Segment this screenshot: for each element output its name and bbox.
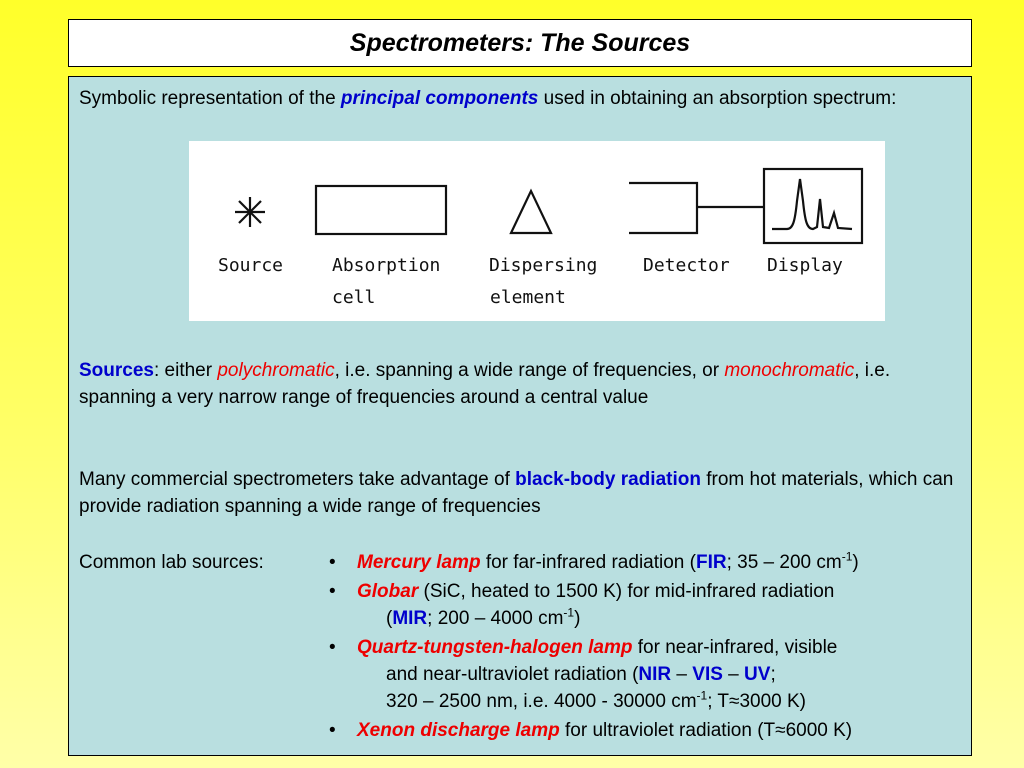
dispersing-element-label-1: Dispersing [489,255,598,276]
dispersing-element-icon [511,191,551,233]
qth-continuation-2 [357,688,969,715]
source-star-icon [235,197,265,227]
blackbody-highlight: black-body radiation [515,469,701,490]
title-box [68,19,972,67]
intro-highlight: principal components [340,88,539,109]
lab-sources-label: Common lab sources: [79,552,264,573]
qth-continuation-1 [357,661,969,688]
mir-band: MIR [392,608,428,629]
vis-band: VIS [692,664,723,685]
mercury-text-2: ; 35 – 200 cm [726,552,842,573]
qth-text-4: 320 – 2500 nm, i.e. 4000 - 30000 cm [386,691,697,712]
absorption-cell-label-2: cell [332,287,376,308]
nir-band: NIR [638,664,672,685]
sources-text-2: , i.e. spanning a wide range of frequencies, or [334,360,725,381]
sources-paragraph [79,357,959,411]
display-label: Display [767,255,843,276]
mercury-sup: -1 [841,549,853,564]
qth-sup: -1 [696,688,708,703]
monochromatic-term: monochromatic [724,360,855,381]
sources-label: Sources [79,360,154,381]
absorption-cell-label-1: Absorption [332,255,441,276]
absorption-cell-icon [316,186,446,234]
page-title: Spectrometers: The Sources [349,28,691,57]
sources-text-3: , i.e. spanning a very narrow range of frequencies around a central value [79,360,891,408]
list-item-globar [329,578,969,632]
mercury-lamp-name: Mercury lamp [357,552,481,573]
blackbody-text-pre: Many commercial spectrometers take advantage of [79,469,516,490]
mercury-text-3: ) [852,552,859,573]
bullet: • [329,581,336,602]
components-diagram [189,141,885,321]
qth-text-5: ; T≈3000 K) [707,691,807,712]
polychromatic-term: polychromatic [217,360,335,381]
globar-text-1: (SiC, heated to 1500 K) for mid-infrared radiation [418,581,835,602]
blackbody-paragraph [79,466,959,520]
globar-text-4: ) [574,608,581,629]
display-icon [764,169,862,243]
detector-label: Detector [643,255,730,276]
mercury-text-1: for far-infrared radiation ( [480,552,696,573]
intro-text-pre: Symbolic representation of the [79,88,341,109]
globar-name: Globar [357,581,419,602]
dispersing-element-label-2: element [490,287,566,308]
qth-text-2: and near-ultraviolet radiation ( [386,664,639,685]
fir-band: FIR [695,552,727,573]
uv-band: UV [744,664,771,685]
bullet: • [329,637,336,658]
globar-text-2: ( [386,608,393,629]
xenon-lamp-name: Xenon discharge lamp [357,720,560,741]
list-item-qth [329,634,969,715]
content-box [68,76,972,756]
qth-dash-2: – [722,664,745,685]
bullet: • [329,552,336,573]
lab-sources-list [329,549,969,746]
qth-dash-1: – [671,664,693,685]
qth-lamp-name: Quartz-tungsten-halogen lamp [357,637,633,658]
list-item-xenon [329,717,969,744]
globar-continuation [357,605,969,632]
intro-text-post: used in obtaining an absorption spectrum: [538,88,897,109]
globar-text-3: ; 200 – 4000 cm [427,608,564,629]
qth-text-1: for near-infrared, visible [632,637,838,658]
xenon-text-1: for ultraviolet radiation (T≈6000 K) [559,720,853,741]
bullet: • [329,720,336,741]
sources-text-1: : either [153,360,218,381]
source-label: Source [218,255,284,276]
blackbody-text-post: from hot materials, which can provide radiation spanning a wide range of frequencies [79,469,954,517]
list-item-mercury [329,549,969,576]
globar-sup: -1 [563,605,575,620]
detector-icon [629,183,764,233]
intro-paragraph [79,85,961,112]
qth-text-3: ; [770,664,776,685]
